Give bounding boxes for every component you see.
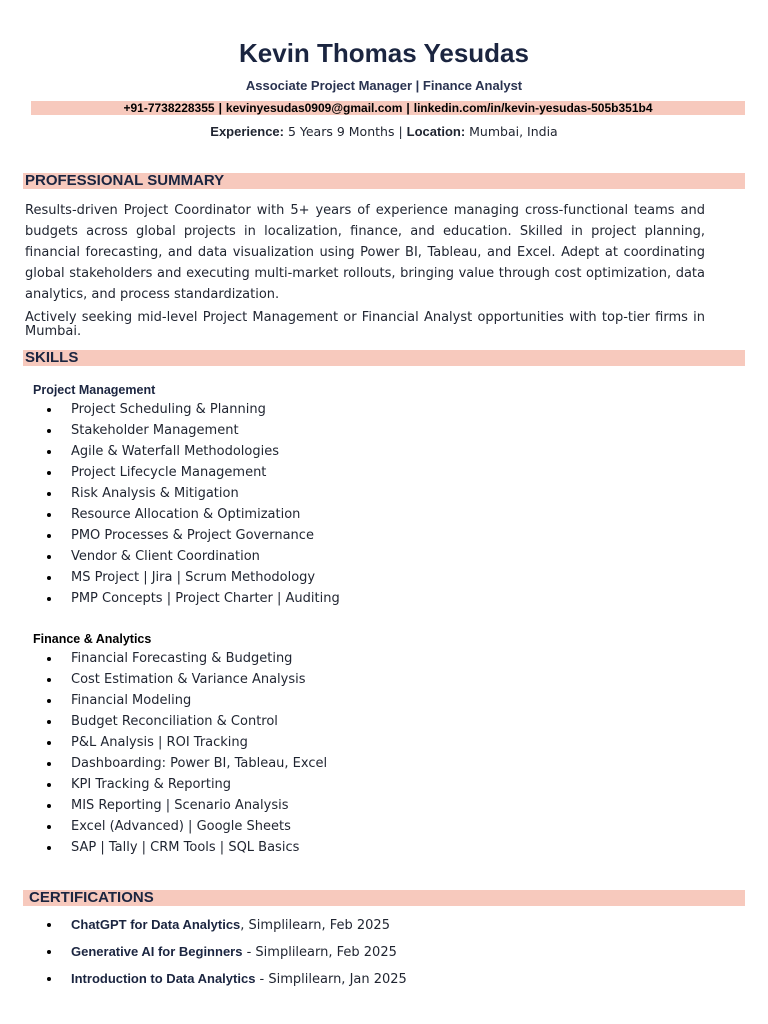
certifications-list (71, 914, 407, 995)
location-label: Location: (406, 124, 466, 139)
skill-list-item: Risk Analysis & Mitigation (71, 483, 340, 504)
skill-list-item: Cost Estimation & Variance Analysis (71, 669, 327, 690)
contact-line (31, 100, 745, 116)
certification-name: Introduction to Data Analytics (71, 971, 256, 986)
skill-list-item: MS Project | Jira | Scrum Methodology (71, 567, 340, 588)
project-management-heading: Project Management (33, 383, 156, 397)
certification-item (71, 968, 407, 995)
skill-list-item: Project Scheduling & Planning (71, 399, 340, 420)
skill-list-item: Dashboarding: Power BI, Tableau, Excel (71, 753, 327, 774)
certification-detail: - Simplilearn, Jan 2025 (255, 972, 407, 987)
skill-list-item: KPI Tracking & Reporting (71, 774, 327, 795)
skill-list-item: P&L Analysis | ROI Tracking (71, 732, 327, 753)
email-link[interactable]: kevinyesudas0909@gmail.com (225, 101, 403, 115)
phone-number: +91-7738228355 (123, 101, 215, 115)
summary-text (25, 200, 705, 339)
resume-name: Kevin Thomas Yesudas (239, 38, 529, 68)
certification-name: Generative AI for Beginners (71, 944, 243, 959)
finance-analytics-list (71, 648, 327, 858)
summary-section-title: PROFESSIONAL SUMMARY (25, 172, 225, 189)
certifications-section-title: CERTIFICATIONS (29, 889, 154, 906)
summary-objective: Actively seeking mid-level Project Management or Financial Analyst opportunities with top-tier firms in Mumbai. (25, 310, 705, 339)
certification-name: ChatGPT for Data Analytics (71, 917, 241, 932)
certification-detail: , Simplilearn, Feb 2025 (240, 918, 390, 933)
certification-item (71, 941, 407, 968)
experience-label: Experience: (210, 124, 284, 139)
skill-list-item: Vendor & Client Coordination (71, 546, 340, 567)
skill-list-item: PMP Concepts | Project Charter | Auditing (71, 588, 340, 609)
project-management-list (71, 399, 340, 609)
skill-list-item: Stakeholder Management (71, 420, 340, 441)
skill-list-item: Financial Forecasting & Budgeting (71, 648, 327, 669)
summary-paragraph: Results-driven Project Coordinator with 5+ years of experience managing cross-functional teams and budgets across global projects in localization, finance, and education. Skilled in project planning, financial forecasting, and data visualization using Power BI, Tableau, and Excel. Adept at coordinating global stakeholders and executing multi-market rollouts, bringing value through cost optimization, data analytics, and process standardization. (25, 203, 705, 302)
skill-list-item: Budget Reconciliation & Control (71, 711, 327, 732)
skills-section-bar (23, 350, 745, 366)
skill-list-item: MIS Reporting | Scenario Analysis (71, 795, 327, 816)
skill-list-item: Resource Allocation & Optimization (71, 504, 340, 525)
contact-separator: | (406, 101, 410, 115)
skill-list-item: Financial Modeling (71, 690, 327, 711)
skill-list-item: Project Lifecycle Management (71, 462, 340, 483)
skill-list-item: PMO Processes & Project Governance (71, 525, 340, 546)
skill-list-item: Excel (Advanced) | Google Sheets (71, 816, 327, 837)
resume-role: Associate Project Manager | Finance Analyst (245, 78, 523, 93)
skill-list-item: Agile & Waterfall Methodologies (71, 441, 340, 462)
linkedin-link[interactable]: linkedin.com/in/kevin-yesudas-505b351b4 (413, 101, 653, 115)
skills-section-title: SKILLS (25, 349, 79, 366)
experience-location-line (0, 124, 768, 139)
finance-analytics-heading: Finance & Analytics (33, 632, 152, 646)
location-value: Mumbai, India (469, 124, 558, 139)
skill-list-item: SAP | Tally | CRM Tools | SQL Basics (71, 837, 327, 858)
certification-item (71, 914, 407, 941)
certification-detail: - Simplilearn, Feb 2025 (242, 945, 397, 960)
experience-value: 5 Years 9 Months (287, 124, 395, 139)
info-separator: | (398, 124, 403, 139)
contact-separator: | (218, 101, 222, 115)
